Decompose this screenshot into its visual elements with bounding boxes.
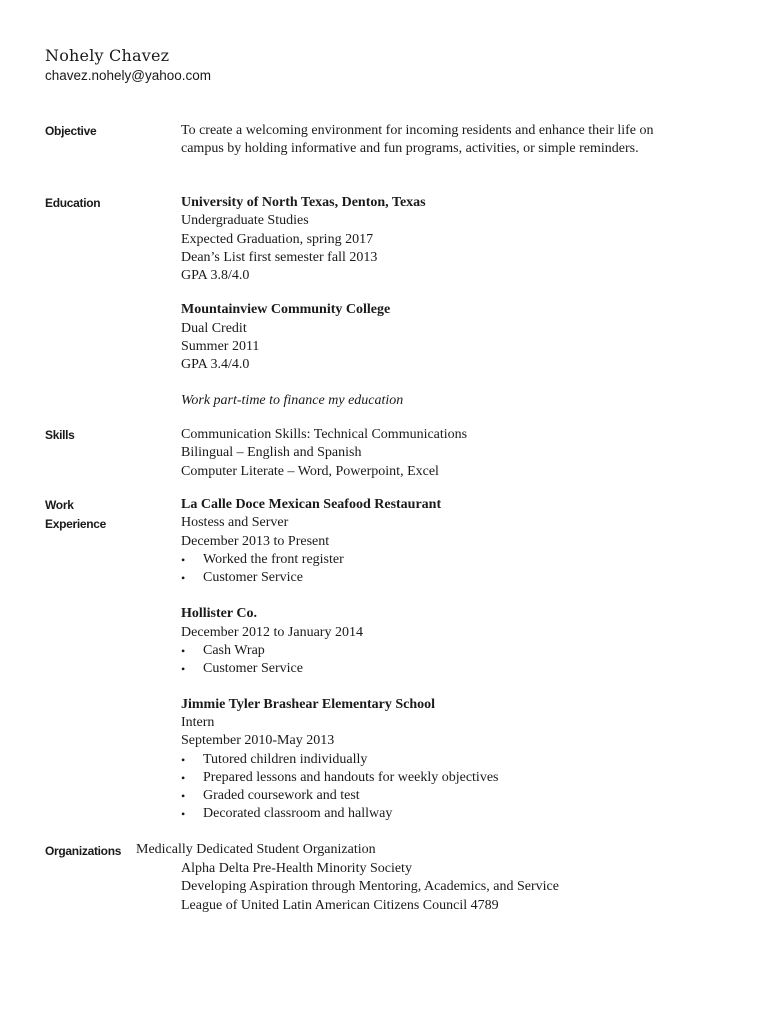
skill-item: Communication Skills: Technical Communications <box>181 427 468 442</box>
school-name: Mountainview Community College <box>181 302 391 318</box>
job-bullet-text: Cash Wrap <box>203 643 265 659</box>
bullet-glyph: • <box>181 662 186 677</box>
job-bullet-text: Customer Service <box>203 570 303 586</box>
employer-name: Hollister Co. <box>181 606 257 622</box>
school-detail: Expected Graduation, spring 2017 <box>181 231 374 247</box>
section-label-work-line1: Work <box>45 498 74 512</box>
skills-section <box>181 426 661 481</box>
applicant-name: Nohely Chavez <box>45 46 170 65</box>
skill-item: Bilingual – English and Spanish <box>181 445 362 461</box>
employer-name: La Calle Doce Mexican Seafood Restaurant <box>181 497 442 512</box>
objective-text: To create a welcoming environment for incoming residents and enhance their life on campus by holding informative and fun programs, activities, or simple reminders. <box>181 123 654 157</box>
bullet-glyph: • <box>181 644 186 659</box>
school-detail: Undergraduate Studies <box>181 213 309 229</box>
school-detail: GPA 3.4/4.0 <box>181 357 250 373</box>
job-bullet-text: Worked the front register <box>203 551 344 567</box>
job-bullet-text: Prepared lessons and handouts for weekly objectives <box>203 769 499 785</box>
school-name: University of North Texas, Denton, Texas <box>181 195 426 210</box>
job-bullet <box>181 751 661 769</box>
organization-item: League of United Latin American Citizens Council 4789 <box>181 897 499 913</box>
job-bullet <box>181 551 661 569</box>
job-bullet-text: Tutored children individually <box>203 751 368 767</box>
job-bullet <box>181 787 661 805</box>
job-bullet <box>181 660 661 678</box>
education-note: Work part-time to finance my education <box>181 392 404 408</box>
applicant-email: chavez.nohely@yahoo.com <box>45 68 212 83</box>
employer-name: Jimmie Tyler Brashear Elementary School <box>181 696 436 712</box>
work-section <box>181 496 661 824</box>
bullet-glyph: • <box>181 807 186 822</box>
bullet-glyph: • <box>181 770 186 785</box>
organizations-section <box>181 860 661 915</box>
job-detail: September 2010-May 2013 <box>181 733 335 749</box>
section-label-skills: Skills <box>45 428 75 442</box>
school-detail: GPA 3.8/4.0 <box>181 268 250 284</box>
job-detail: December 2013 to Present <box>181 533 330 549</box>
organization-item: Medically Dedicated Student Organization <box>136 842 376 857</box>
school-detail: Dual Credit <box>181 320 247 336</box>
job-bullet <box>181 569 661 587</box>
bullet-glyph: • <box>181 571 186 586</box>
job-detail: December 2012 to January 2014 <box>181 624 363 640</box>
education-section <box>181 194 661 410</box>
section-label-education: Education <box>45 196 101 210</box>
bullet-glyph: • <box>181 552 186 567</box>
school-detail: Summer 2011 <box>181 339 260 355</box>
job-bullet-text: Decorated classroom and hallway <box>203 806 393 822</box>
job-bullet-text: Graded coursework and test <box>203 788 360 804</box>
job-bullet <box>181 642 661 660</box>
organization-item: Developing Aspiration through Mentoring, Academics, and Service <box>181 879 559 895</box>
job-bullet <box>181 805 661 823</box>
job-bullet-text: Customer Service <box>203 661 303 677</box>
skill-item: Computer Literate – Word, Powerpoint, Excel <box>181 463 439 479</box>
job-detail: Intern <box>181 714 215 730</box>
job-bullet <box>181 769 661 787</box>
job-detail: Hostess and Server <box>181 515 289 531</box>
bullet-glyph: • <box>181 752 186 767</box>
section-label-work <box>45 496 175 534</box>
section-label-organizations: Organizations <box>45 844 122 858</box>
section-label-work-line2: Experience <box>45 517 107 531</box>
bullet-glyph: • <box>181 789 186 804</box>
section-label-objective: Objective <box>45 124 97 138</box>
school-detail: Dean’s List first semester fall 2013 <box>181 249 378 265</box>
organization-item: Alpha Delta Pre-Health Minority Society <box>181 861 412 876</box>
